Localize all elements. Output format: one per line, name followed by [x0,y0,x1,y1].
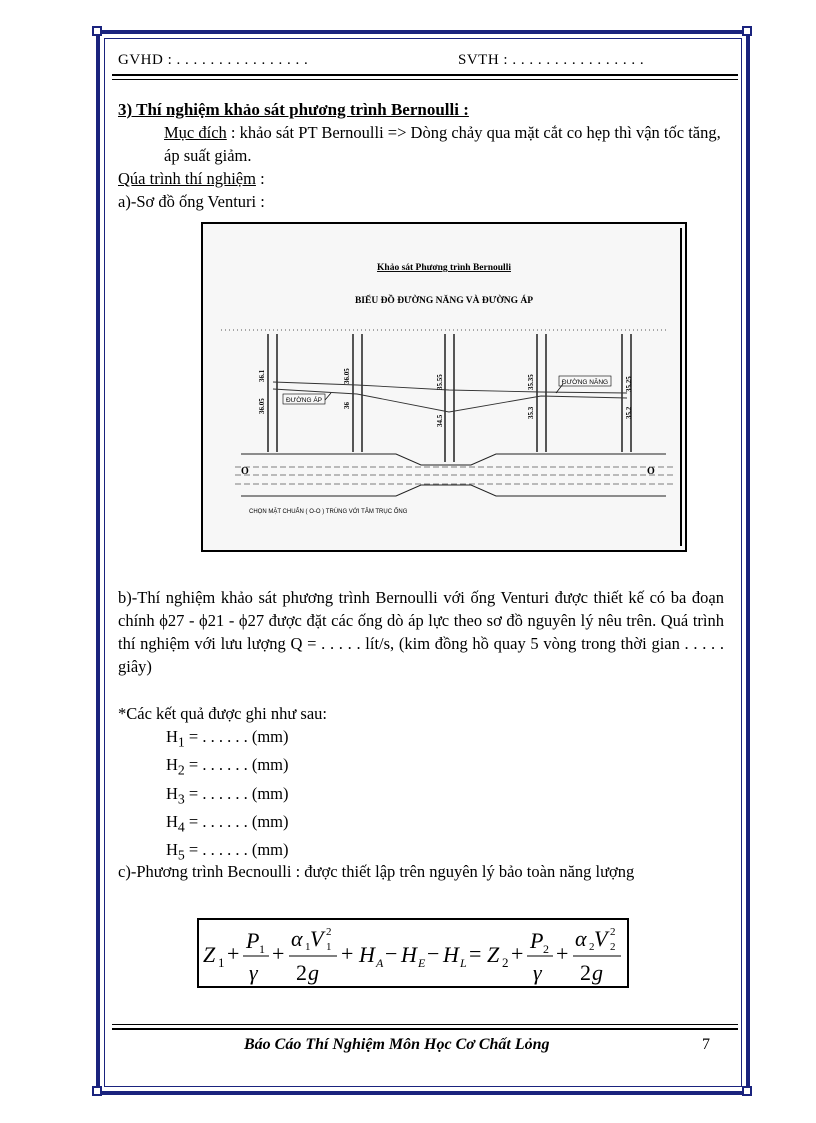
footer-rule [112,1024,738,1025]
results-intro: *Các kết quả được ghi như sau: [118,704,327,723]
result-symbol: H [166,811,178,831]
section-title: 3) Thí nghiệm khảo sát phương trình Bernoulli : [118,100,469,119]
reading-label: 35.2 [625,406,633,419]
result-h3 [118,782,724,810]
svg-text:2: 2 [580,960,591,985]
venturi-diagram [201,222,687,552]
svg-text:2: 2 [326,926,332,938]
svg-text:−: − [427,941,440,966]
process-heading [118,167,724,190]
energy-line-label: ĐƯỜNG NĂNG [561,379,609,386]
header-rule [112,79,738,80]
svg-text:2: 2 [296,960,307,985]
header-svth: SVTH : . . . . . . . . . . . . . . . . [458,52,645,68]
svg-text:γ: γ [533,960,542,985]
reading-label: 35.55 [436,374,444,390]
bernoulli-equation [197,918,629,988]
reading-label: 36.05 [258,398,266,414]
result-h2 [118,753,724,781]
svg-text:1: 1 [259,942,265,956]
svg-text:+: + [272,941,285,966]
svg-text:L: L [460,956,467,970]
footer-title: Báo Cáo Thí Nghiệm Môn Học Cơ Chất Lỏng [244,1036,550,1053]
svg-text:H: H [443,942,459,967]
result-value: = . . . . . . (mm) [184,783,289,803]
reading-label: 34.5 [436,414,444,427]
datum-left: O [241,466,249,477]
svg-text:2: 2 [610,926,616,938]
purpose-paragraph [118,121,724,167]
svg-text:1: 1 [326,941,332,953]
part-b-paragraph: b)-Thí nghiệm khảo sát phương trình Bernoulli với ống Venturi được thiết kế có ba đoạn chính ϕ27 - ϕ21 - ϕ27 được đặt các ống dò áp lực theo sơ đồ nguyên lý nêu trên. Quá trình thí nghiệm với lưu lượng Q = . . . . . lít/s, (kim đồng hồ quay 5 vòng trong thời gian . . . . . giây) [118,588,724,676]
header-gvhd: GVHD : . . . . . . . . . . . . . . . . [118,52,309,68]
border-corner [742,1086,752,1096]
border-corner [92,26,102,36]
svg-text:2: 2 [543,942,549,956]
svg-text:P: P [246,928,260,953]
result-subscript: 4 [177,819,185,835]
svg-text:+: + [511,941,524,966]
svg-text:2: 2 [502,955,509,970]
result-subscript: 1 [177,734,185,750]
pressure-line-label: ĐƯỜNG ÁP [285,397,323,404]
result-value: = . . . . . . (mm) [184,840,289,860]
svg-text:=: = [469,941,482,966]
result-value: = . . . . . . (mm) [184,727,289,746]
result-subscript: 2 [177,762,185,778]
result-value: = . . . . . . (mm) [184,811,289,831]
section-intro [118,98,724,213]
result-h1 [118,725,724,753]
svg-text:+: + [227,941,240,966]
page-number: 7 [702,1036,710,1053]
svg-text:Z: Z [487,942,500,967]
svg-text:1: 1 [305,941,311,953]
svg-text:H: H [359,942,375,967]
diagram-title: Khảo sát Phương trình Bernoulli [377,263,511,273]
reading-label: 36.1 [258,369,266,382]
process-colon: : [255,169,265,188]
result-value: = . . . . . . (mm) [184,755,289,775]
border-corner [742,26,752,36]
datum-right: O [647,466,655,477]
reading-label: 36 [343,402,351,409]
svg-text:1: 1 [218,955,225,970]
svg-text:A: A [376,956,384,970]
result-subscript: 3 [177,790,185,806]
header-rule [112,74,738,76]
part-c-paragraph: c)-Phương trình Becnoulli : được thiết lập trên nguyên lý bảo toàn năng lượng [118,862,635,881]
svg-text:+: + [556,941,569,966]
svg-text:α: α [575,926,587,951]
process-label: Qúa trình thí nghiệm [118,169,256,188]
reading-label: 35.25 [625,376,633,392]
purpose-text: : khảo sát PT Bernoulli => Dòng chảy qua mặt cắt co hẹp thì vận tốc tăng, áp suất giảm. [164,123,721,165]
border-corner [92,1086,102,1096]
svg-text:V: V [594,926,608,951]
diagram-caption: CHỌN MẶT CHUẨN ( O-O ) TRÙNG VỚI TÂM TRỤC ỐNG [249,509,408,515]
reading-label: 35.35 [527,374,535,390]
svg-text:V: V [310,926,324,951]
result-h4 [118,810,724,838]
svg-text:E: E [418,956,426,970]
purpose-label: Mục đích [164,123,227,142]
footer-rule [112,1028,738,1030]
result-symbol: H [166,727,178,746]
svg-text:H: H [401,942,417,967]
svg-text:P: P [530,928,544,953]
svg-text:+: + [341,941,354,966]
result-symbol: H [166,840,178,860]
result-subscript: 5 [177,847,185,863]
results-block [118,702,724,866]
part-a-heading: a)-Sơ đồ ống Venturi : [118,192,265,211]
reading-label: 36.05 [343,368,351,384]
result-symbol: H [166,755,178,775]
svg-text:−: − [385,941,398,966]
svg-text:α: α [291,926,303,951]
svg-text:2: 2 [589,941,595,953]
svg-text:g: g [308,960,319,985]
diagram-subtitle: BIỂU ĐỒ ĐƯỜNG NĂNG VÀ ĐƯỜNG ÁP [354,296,534,306]
svg-text:γ: γ [249,960,258,985]
result-symbol: H [166,783,178,803]
svg-text:2: 2 [610,941,616,953]
svg-text:Z: Z [203,942,216,967]
svg-text:g: g [592,960,603,985]
reading-label: 35.3 [527,406,535,419]
